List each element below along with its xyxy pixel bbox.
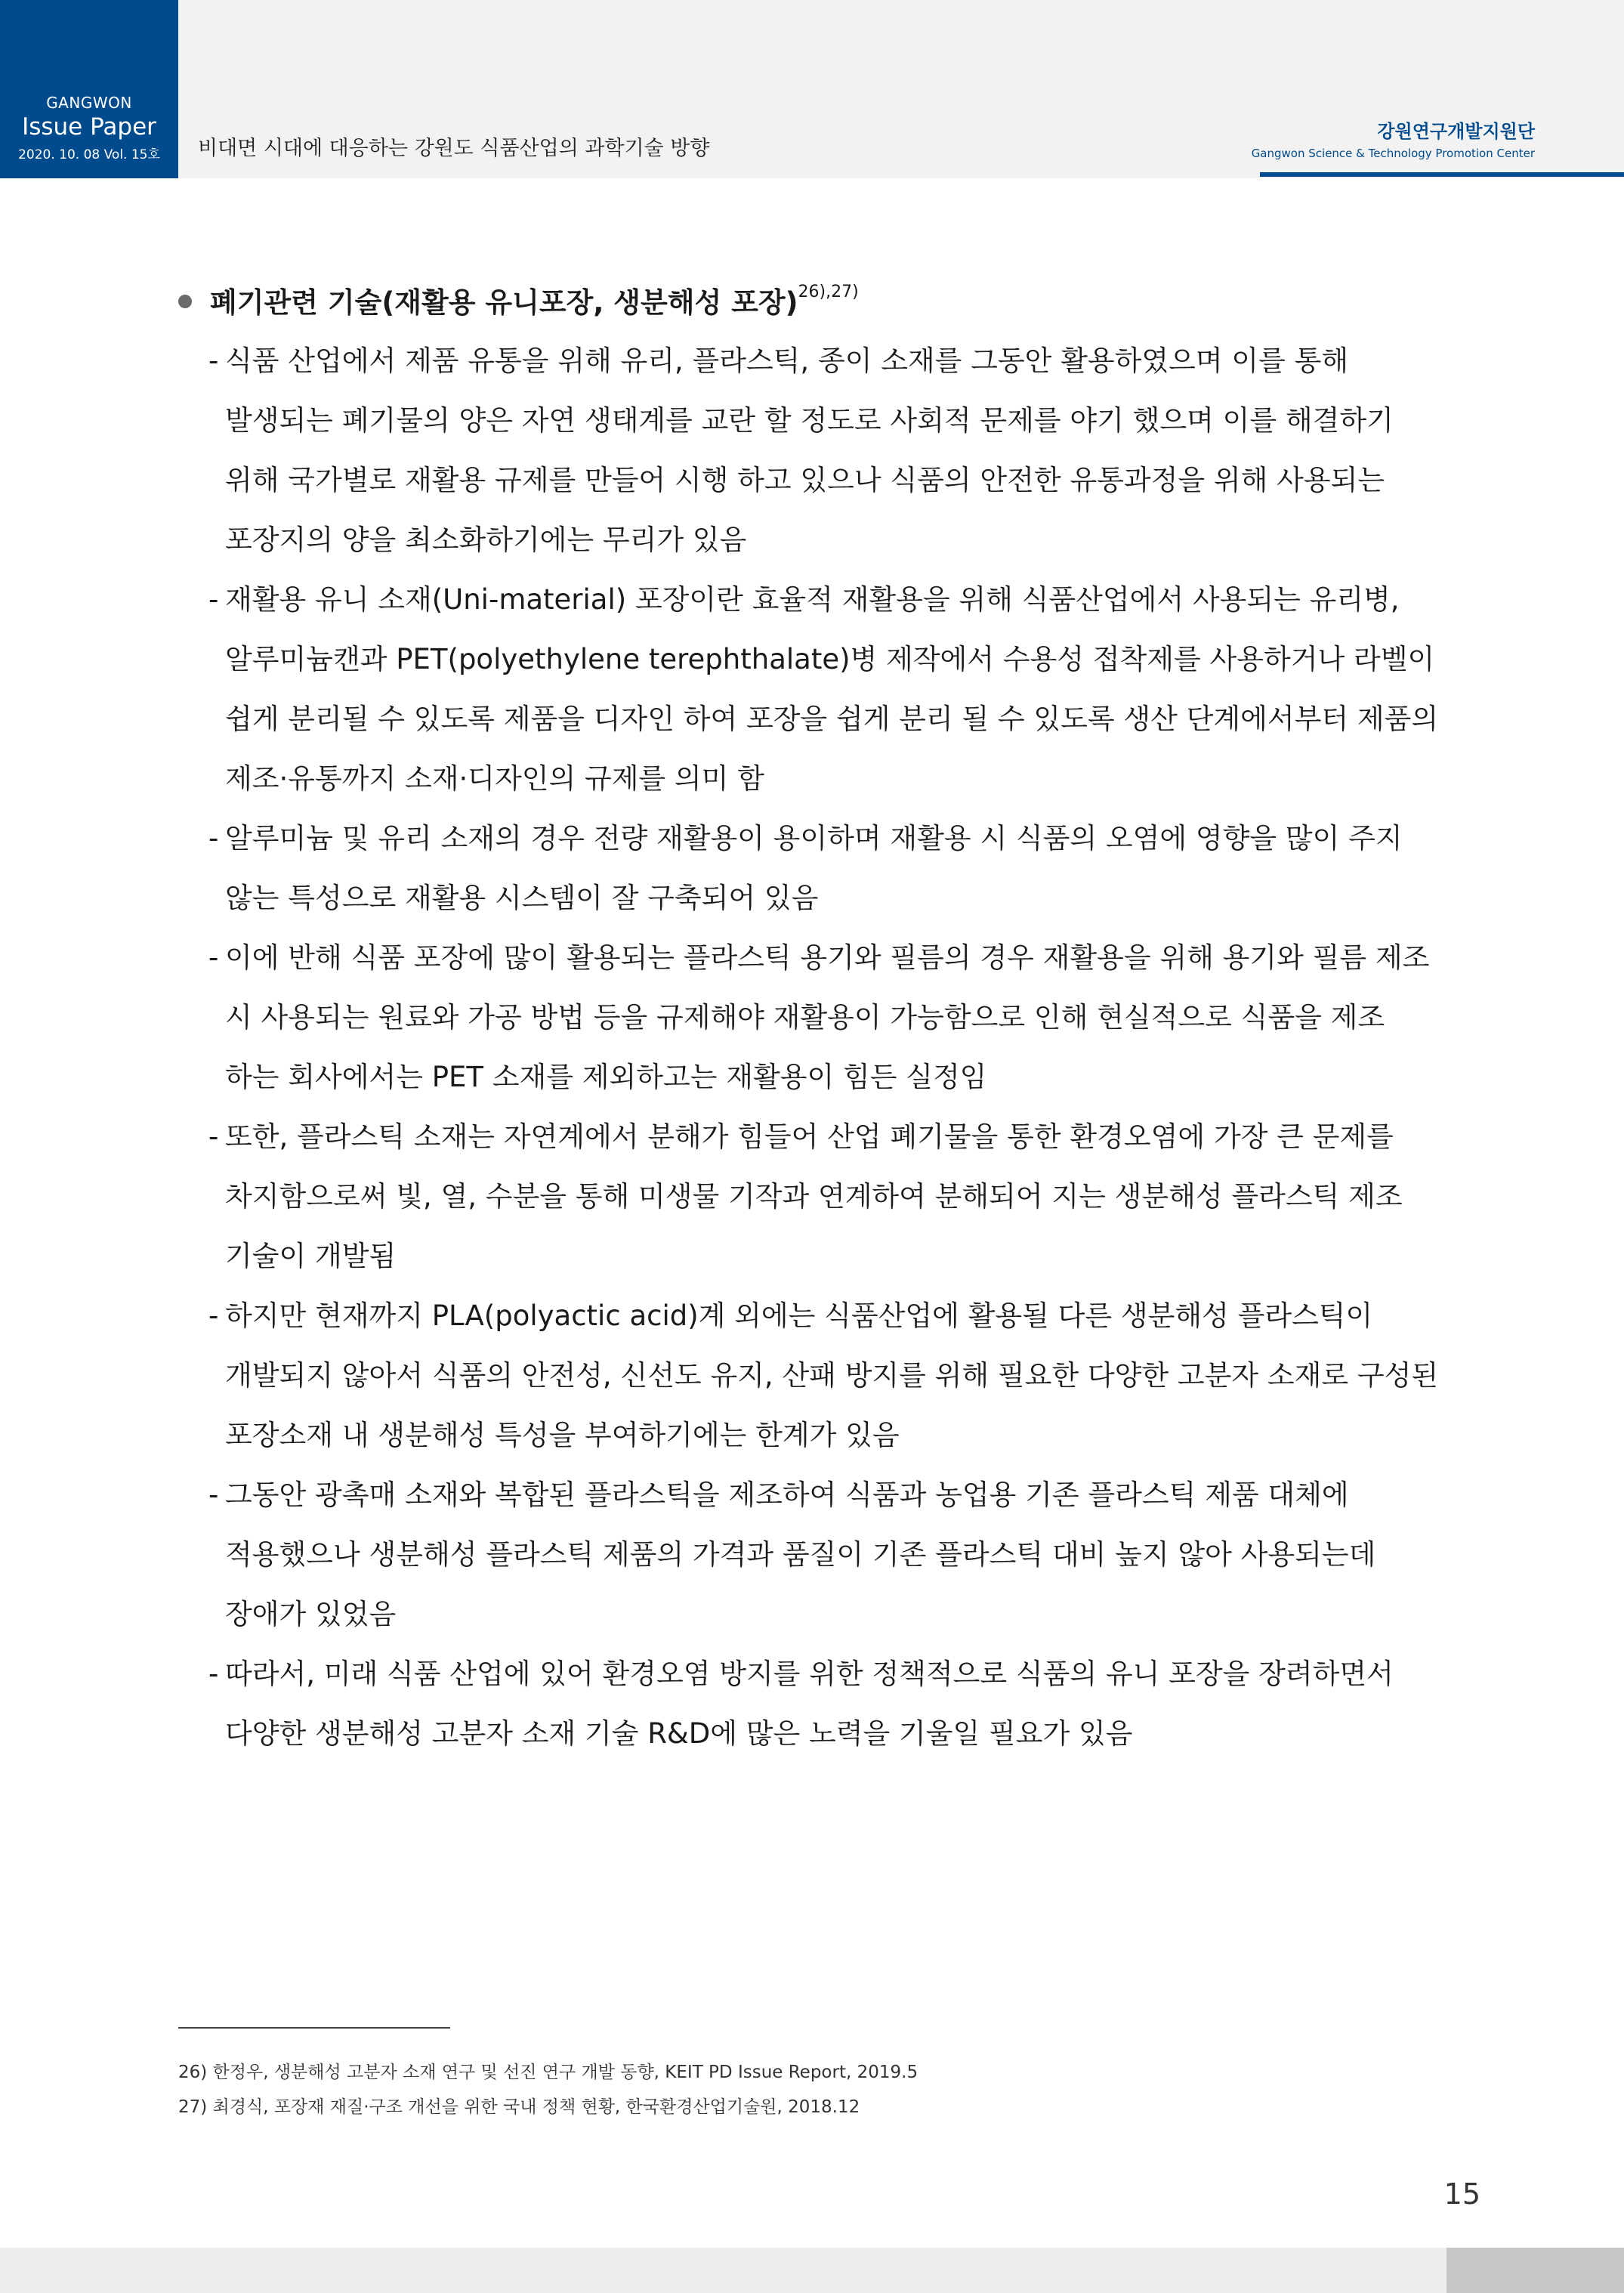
brand-block <box>0 0 178 178</box>
footnote-divider <box>178 2027 450 2029</box>
dash-marker: - <box>208 345 219 377</box>
page-header <box>0 0 1624 178</box>
document-title: 비대면 시대에 대응하는 강원도 식품산업의 과학기술 방향 <box>198 137 710 160</box>
list-item-text: 이에 반해 식품 포장에 많이 활용되는 플라스틱 용기와 필름의 경우 재활용을 위해 용기와 필름 제조 시 사용되는 원료와 가공 방법 등을 규제해야 재활용이 가능함으로 인해 현실적으로 식품을 제조 하는 회사에서는 PET 소재를 제외하고는 재활용이 힘든 실정임 <box>225 941 1430 1093</box>
list-item-text: 또한, 플라스틱 소재는 자연계에서 분해가 힘들어 산업 폐기물을 통한 환경오염에 가장 큰 문제를 차지함으로써 빛, 열, 수분을 통해 미생물 기작과 연계하여 분해되어 지는 생분해성 플라스틱 제조 기술이 개발됨 <box>225 1120 1403 1272</box>
dash-marker: - <box>208 941 219 974</box>
brand-small-label: GANGWON <box>46 94 132 112</box>
list-item <box>178 1465 1447 1644</box>
section-heading-row <box>178 272 1447 331</box>
bullet-list <box>178 331 1447 1763</box>
list-item <box>178 928 1447 1107</box>
dash-marker: - <box>208 1299 219 1332</box>
dash-marker: - <box>208 1658 219 1690</box>
dash-marker: - <box>208 1120 219 1153</box>
list-item-text: 재활용 유니 소재(Uni-material) 포장이란 효율적 재활용을 위해 식품산업에서 사용되는 유리병, 알루미늄캔과 PET(polyethylene terephthalate)병 제작에서 수용성 접착제를 사용하거나 라벨이 쉽게 분리될 수 있도록 제품을 디자인 하여 포장을 쉽게 분리 될 수 있도록 생산 단계에서부터 제품의 제조·유통까지 소재·디자인의 규제를 의미 함 <box>225 583 1439 795</box>
organization-name: 강원연구개발지원단 <box>1377 121 1535 142</box>
list-item-text: 하지만 현재까지 PLA(polyactic acid)계 외에는 식품산업에 활용될 다른 생분해성 플라스틱이 개발되지 않아서 식품의 안전성, 신선도 유지, 산패 방지를 위해 필요한 다양한 고분자 소재로 구성된 포장소재 내 생분해성 특성을 부여하기에는 한계가 있음 <box>225 1299 1439 1451</box>
header-accent-line <box>1260 172 1624 177</box>
list-item-text: 그동안 광촉매 소재와 복합된 플라스틱을 제조하여 식품과 농업용 기존 플라스틱 제품 대체에 적용했으나 생분해성 플라스틱 제품의 가격과 품질이 기존 플라스틱 대비 높지 않아 사용되는데 장애가 있었음 <box>225 1479 1376 1630</box>
list-item-text: 따라서, 미래 식품 산업에 있어 환경오염 방지를 위한 정책적으로 식품의 유니 포장을 장려하면서 다양한 생분해성 고분자 소재 기술 R&D에 많은 노력을 기울일 필요가 있음 <box>225 1658 1394 1750</box>
section-heading <box>210 280 859 320</box>
list-item-text: 식품 산업에서 제품 유통을 위해 유리, 플라스틱, 종이 소재를 그동안 활용하였으며 이를 통해 발생되는 폐기물의 양은 자연 생태계를 교란 할 정도로 사회적 문제를 야기 했으며 이를 해결하기 위해 국가별로 재활용 규제를 만들어 시행 하고 있으나 식품의 안전한 유통과정을 위해 사용되는 포장지의 양을 최소화하기에는 무리가 있음 <box>225 345 1394 556</box>
footnote-27: 27) 최경식, 포장재 재질·구조 개선을 위한 국내 정책 현황, 한국환경산업기술원, 2018.12 <box>178 2097 860 2117</box>
list-item <box>178 1286 1447 1465</box>
dash-marker: - <box>208 822 219 854</box>
footnote-ref: 26),27) <box>798 283 859 301</box>
page-number: 15 <box>1443 2177 1480 2211</box>
organization-name-english: Gangwon Science & Technology Promotion Center <box>1251 147 1535 160</box>
list-item-text: 알루미늄 및 유리 소재의 경우 전량 재활용이 용이하며 재활용 시 식품의 오염에 영향을 많이 주지 않는 특성으로 재활용 시스템이 잘 구축되어 있음 <box>225 822 1403 914</box>
footer-accent-box <box>1446 2248 1624 2293</box>
list-item <box>178 570 1447 808</box>
list-item <box>178 1644 1447 1763</box>
bullet-icon <box>178 295 192 308</box>
list-item <box>178 808 1447 928</box>
footnote-26: 26) 한정우, 생분해성 고분자 소재 연구 및 선진 연구 개발 동향, KEIT PD Issue Report, 2019.5 <box>178 2063 919 2082</box>
section-heading-text: 폐기관련 기술(재활용 유니포장, 생분해성 포장) <box>210 286 798 319</box>
issue-date: 2020. 10. 08 Vol. 15호 <box>18 147 160 162</box>
list-item <box>178 331 1447 570</box>
dash-marker: - <box>208 1479 219 1511</box>
footer-bar <box>0 2248 1624 2293</box>
brand-title: Issue Paper <box>22 113 156 141</box>
content-section <box>178 272 1447 1763</box>
dash-marker: - <box>208 583 219 616</box>
list-item <box>178 1107 1447 1286</box>
